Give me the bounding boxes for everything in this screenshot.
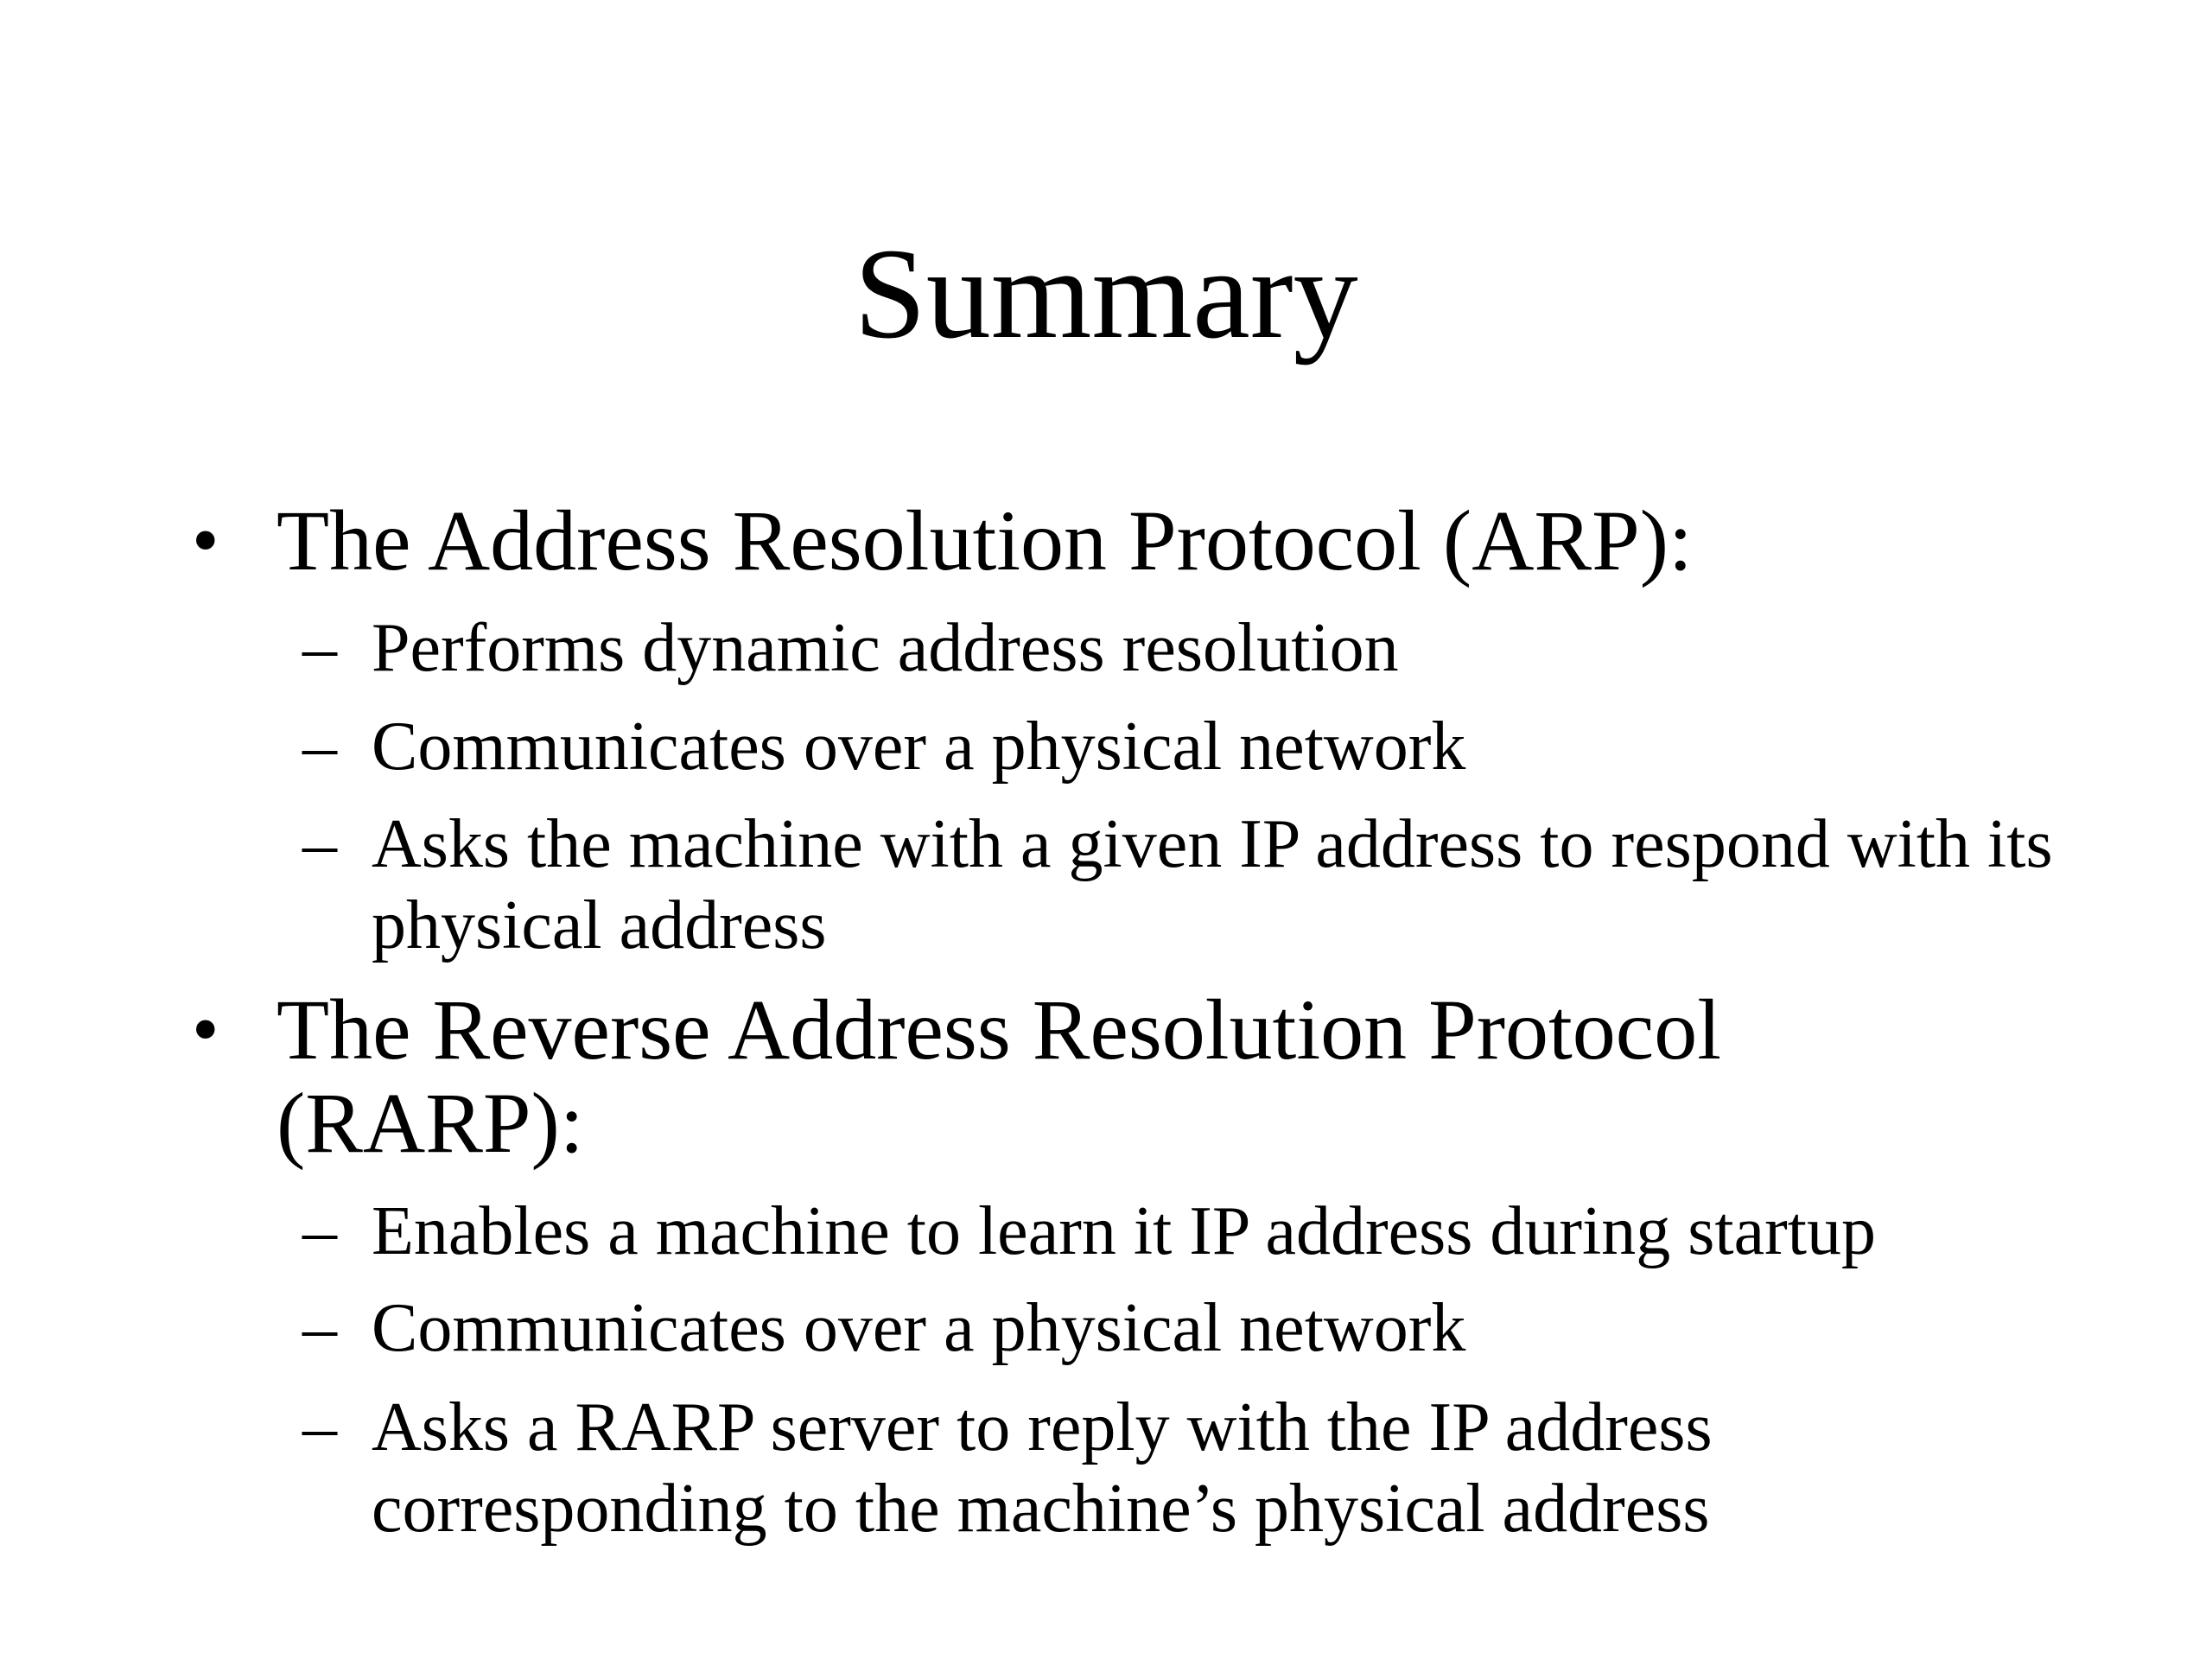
- sub-item-marker: –: [302, 1389, 337, 1465]
- bullet-text: The Address Resolution Protocol (ARP):: [276, 493, 1693, 588]
- slide-title: Summary: [854, 222, 1358, 365]
- bullet-marker: •: [192, 498, 219, 583]
- bullet-text: The Reverse Address Resolution Protocol (RARP):: [276, 982, 1721, 1171]
- sub-item-text: Asks the machine with a given IP address to respond with its physical address: [372, 806, 2053, 963]
- sub-item-marker: –: [302, 1290, 337, 1366]
- sub-item-text: Performs dynamic address resolution: [372, 610, 1399, 686]
- sub-item-marker: –: [302, 709, 337, 785]
- sub-item-marker: –: [302, 806, 337, 882]
- sub-item-text: Asks a RARP server to reply with the IP address corresponding to the machine’s physical address: [372, 1389, 1713, 1547]
- bullet-marker: •: [192, 987, 219, 1072]
- sub-item-text: Communicates over a physical network: [372, 709, 1466, 785]
- sub-item-text: Enables a machine to learn it IP address during startup: [372, 1193, 1876, 1269]
- sub-item-text: Communicates over a physical network: [372, 1290, 1466, 1366]
- sub-item-marker: –: [302, 610, 337, 686]
- sub-item-marker: –: [302, 1193, 337, 1269]
